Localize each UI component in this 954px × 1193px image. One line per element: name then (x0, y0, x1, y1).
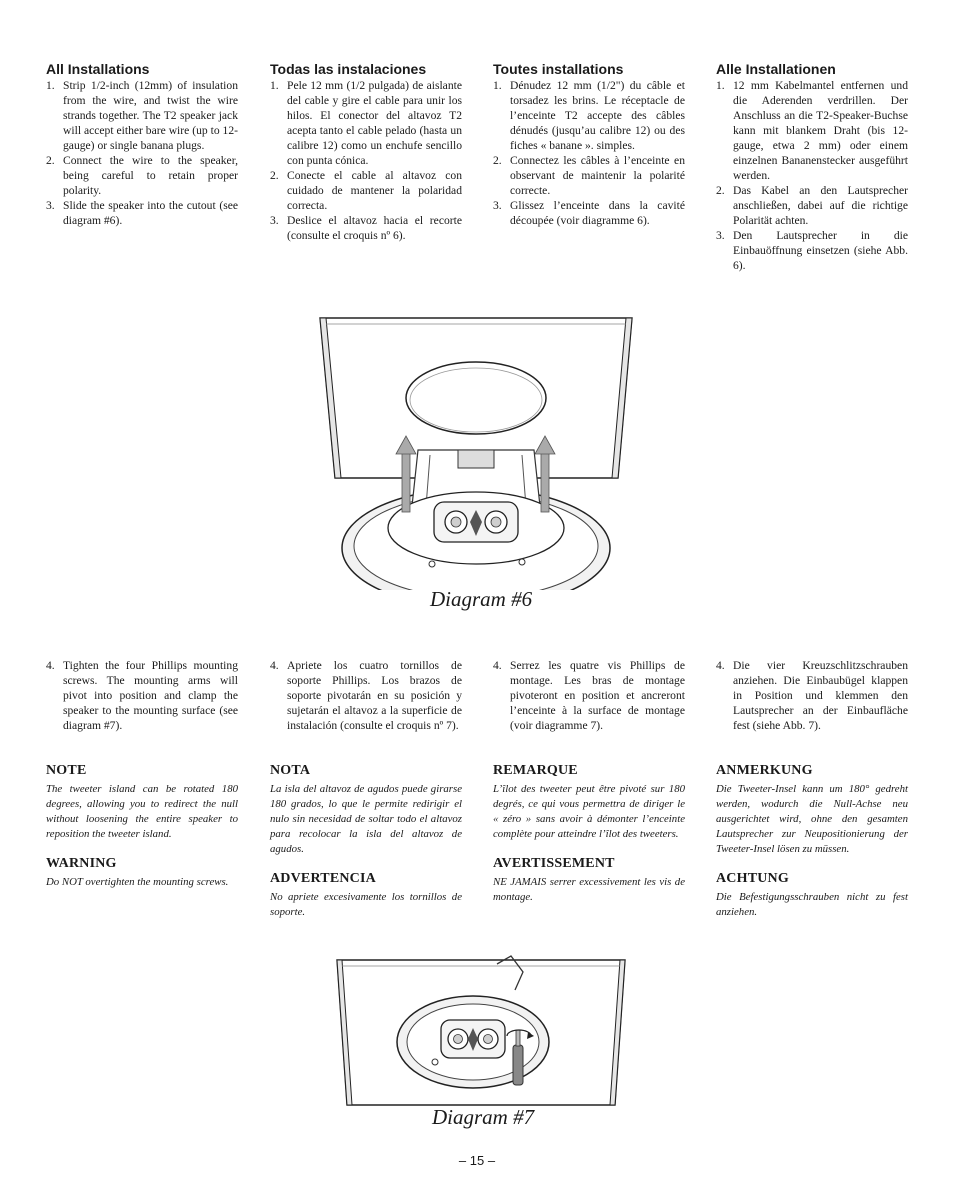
german-step-2: 2. Das Kabel an den Lautsprecher anschließen, dabei auf die richtige Polarität achten. (716, 184, 908, 227)
diagram-6-caption: Diagram #6 (430, 587, 533, 611)
french-step-4-list (493, 658, 685, 733)
german-step-4: 4. Die vier Kreuzschlitzschrauben anziehen. Die Einbaubügel klappen in Position und klemmen den Lautsprecher an der Einbaufläche fest (siehe Abb. 7). (716, 659, 908, 732)
french-warning-heading: AVERTISSEMENT (493, 856, 615, 871)
spanish-step-4: 4. Apriete los cuatro tornillos de soporte Phillips. Los brazos de soporte pivotarán en su posición y sujetarán el altavoz a la superficie de instalación (consulte el croquis nº 7). (270, 659, 462, 732)
german-step-3: 3. Den Lautsprecher in die Einbauöffnung einsetzen (siehe Abb. 6). (716, 229, 908, 272)
diagram-7-illustration (325, 950, 635, 1110)
english-note-text: The tweeter island can be rotated 180 degrees, allowing you to redirect the null without loosening the entire speaker to reposition the tweeter island. (46, 783, 238, 840)
tweeter-right-dome (484, 1035, 493, 1044)
diagram-6-illustration (300, 310, 650, 590)
spanish-installation-column (270, 61, 462, 243)
tweeter-left-dome (451, 517, 461, 527)
french-step-1: 1. Dénudez 12 mm (1/2") du câble et torsadez les brins. Le réceptacle de l’enceinte T2 accepte des câbles dénudés (jusqu’au calibre 12) ou des fiches « banane ». simples. (493, 79, 685, 152)
english-note-heading: NOTE (46, 763, 87, 778)
english-step-4: 4. Tighten the four Phillips mounting screws. The mounting arms will pivot into position and clamp the speaker to the mounting surface (see diagram #7). (46, 659, 238, 732)
german-step-4-list (716, 658, 908, 733)
spanish-mounting-column (270, 658, 462, 920)
cutout-hole (406, 362, 546, 434)
german-warning-heading: ACHTUNG (716, 871, 789, 886)
german-mounting-column (716, 658, 908, 920)
german-steps (716, 78, 908, 273)
terminal-block (458, 450, 494, 468)
spanish-step-1: 1. Pele 12 mm (1/2 pulgada) de aislante del cable y gire el cable para unir los hilos. El conector del altavoz T2 acepta tanto el cable pelado (hasta un calibre 12) como un enchufe sencillo con punta cónica. (270, 79, 462, 167)
screw-icon (519, 559, 525, 565)
german-note-text: Die Tweeter-Insel kann um 180° gedreht werden, wodurch die Null-Achse neu ausgerichtet wird, ohne den gesamten Lautsprecher zur Neupositionierung der Tweeter-Insel lösen zu müssen. (716, 783, 908, 855)
french-step-3: 3. Glissez l’enceinte dans la cavité découpée (voir diagramme 6). (493, 199, 685, 227)
english-heading: All Installations (46, 61, 150, 77)
english-step-1: 1. Strip 1/2-inch (12mm) of insulation from the wire, and twist the wire strands together. The T2 speaker jack will accept either bare wire (up to 12-gauge) or single banana plugs. (46, 79, 238, 152)
english-steps (46, 78, 238, 228)
french-installation-column (493, 61, 685, 228)
english-mounting-column (46, 658, 238, 890)
spanish-warning-heading: ADVERTENCIA (270, 871, 376, 886)
page-number: – 15 – (458, 1153, 496, 1168)
german-heading: Alle Installationen (716, 61, 836, 77)
tweeter-left-dome (454, 1035, 463, 1044)
english-step-4-list (46, 658, 238, 733)
french-note-heading: REMARQUE (493, 763, 578, 778)
spanish-warning-text: No apriete excesivamente los tornillos de soporte. (270, 891, 462, 918)
french-note-text: L’îlot des tweeter peut être pivoté sur 180 degrés, ce qui vous permettra de diriger le « zéro » sans avoir à démonter l’enceinte complète pour atteindre l’îlot des tweeters. (493, 783, 685, 840)
german-installation-column (716, 61, 908, 273)
german-step-1: 1. 12 mm Kabelmantel entfernen und die Aderenden verdrillen. Der Anschluss an die T2-Speaker-Buchse kann mit blankem Draht (bis 12-gauge, etwa 2 mm) oder einem einzelnen Bananenstecker ausgeführt werden. (716, 79, 908, 182)
english-step-3: 3. Slide the speaker into the cutout (see diagram #6). (46, 199, 238, 227)
spanish-step-3: 3. Deslice el altavoz hacia el recorte (consulte el croquis nº 6). (270, 214, 462, 242)
spanish-heading: Todas las instalaciones (270, 61, 427, 77)
screw-icon (432, 1059, 438, 1065)
french-heading: Toutes installations (493, 61, 624, 77)
english-warning-text: Do NOT overtighten the mounting screws. (46, 876, 229, 888)
spanish-step-4-list (270, 658, 462, 733)
german-note-heading: ANMERKUNG (716, 763, 813, 778)
french-steps (493, 78, 685, 228)
french-warning-text: NE JAMAIS serrer excessivement les vis de montage. (493, 876, 685, 903)
french-step-4: 4. Serrez les quatre vis Phillips de montage. Les bras de montage pivoteront en position et ancreront l’enceinte à la surface de montage (voir diagramme 7). (493, 659, 685, 732)
english-installation-column (46, 61, 238, 228)
tweeter-right-dome (491, 517, 501, 527)
german-warning-text: Die Befestigungsschrauben nicht zu fest anziehen. (716, 891, 908, 918)
spanish-step-2: 2. Conecte el cable al altavoz con cuidado de mantener la polaridad correcta. (270, 169, 462, 212)
diagram-7-caption: Diagram #7 (432, 1105, 535, 1129)
screw-icon (429, 561, 435, 567)
spanish-note-text: La isla del altavoz de agudos puede girarse 180 grados, lo que le permite redirigir el nulo sin necesidad de soltar todo el altavoz para recolocar la isla del altavoz de agudos. (270, 783, 462, 855)
english-step-2: 2. Connect the wire to the speaker, being careful to retain proper polarity. (46, 154, 238, 197)
spanish-steps (270, 78, 462, 243)
spanish-note-heading: NOTA (270, 763, 311, 778)
english-warning-heading: WARNING (46, 856, 117, 871)
french-step-2: 2. Connectez les câbles à l’enceinte en observant de maintenir la polarité correcte. (493, 154, 685, 197)
french-mounting-column (493, 658, 685, 905)
